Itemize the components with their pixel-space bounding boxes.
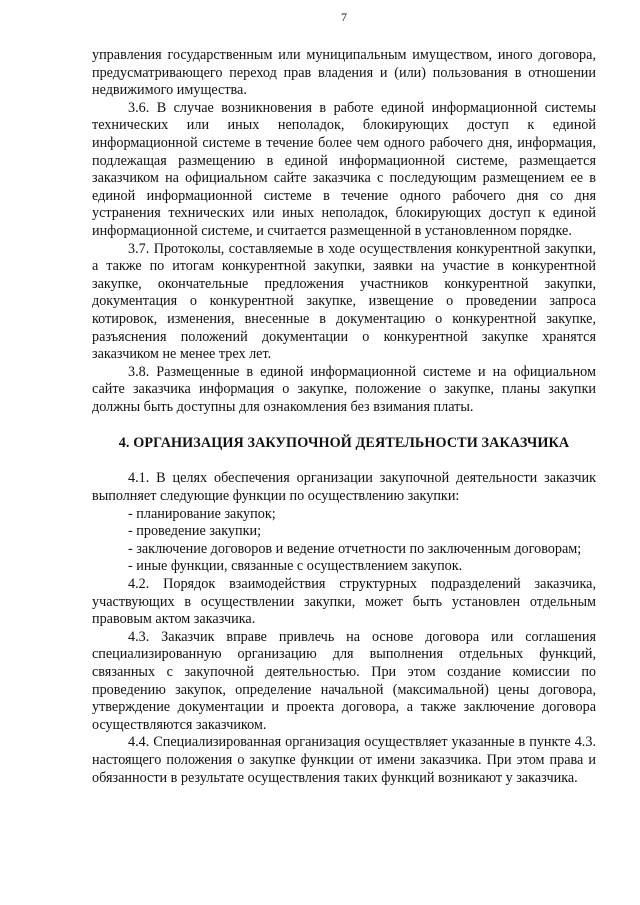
list-item: - проведение закупки; (128, 523, 262, 540)
paragraph-4-1: 4.1. В целях обеспечения организации закупочной деятельности заказчик выполняет следующие функции по осуществлению закупки: (92, 470, 596, 505)
paragraph-3-7: 3.7. Протоколы, составляемые в ходе осуществления конкурентной закупки, а также по итогам конкурентной закупки, заявки на участие в конкурентной закупке, окончательные предложения участников конкурентной закупки, документация о конкурентной закупке, извещение о проведении запроса котировок, изменения, внесенные в документацию о конкурентной закупке, разъяснения положений документации о конкурентной закупке хранятся заказчиком не менее трех лет. (92, 240, 596, 363)
paragraph-4-4: 4.4. Специализированная организация осуществляет указанные в пункте 4.3. настоящего положения о закупке функции от имени заказчика. При этом права и обязанности в результате осуществления таких функций возникают у заказчика. (92, 734, 596, 786)
paragraph-4-2: 4.2. Порядок взаимодействия структурных подразделений заказчика, участвующих в осуществлении закупки, может быть установлен отдельным правовым актом заказчика. (92, 576, 596, 628)
section-heading: 4. ОРГАНИЗАЦИЯ ЗАКУПОЧНОЙ ДЕЯТЕЛЬНОСТИ ЗАКАЗЧИКА (118, 435, 570, 452)
paragraph-4-3: 4.3. Заказчик вправе привлечь на основе договора или соглашения специализированную организацию для выполнения отдельных функций, связанных с закупочной деятельностью. При этом создание комиссии по проведению закупок, определение начальной (максимальной) цены договора, утверждение документации и проекта договора, а также заключение договора осуществляются заказчиком. (92, 628, 596, 733)
paragraph-3-8: 3.8. Размещенные в единой информационной системе и на официальном сайте заказчика информация о закупке, положение о закупке, планы закупки должны быть доступны для ознакомления без взимания платы. (92, 363, 596, 415)
document-page (92, 10, 596, 787)
page-number: 7 (341, 10, 347, 24)
list-item: - иные функции, связанные с осуществлением закупок. (128, 558, 463, 575)
list-item: - планирование закупок; (128, 505, 276, 522)
paragraph-continuation: управления государственным или муниципальным имуществом, иного договора, предусматривающего переход прав владения и (или) пользования в отношении недвижимого имущества. (92, 47, 596, 99)
paragraph-3-6: 3.6. В случае возникновения в работе единой информационной системы технических или иных неполадок, блокирующих доступ к единой информационной системе в течение более чем одного рабочего дня, информация, подлежащая размещению в единой информационной системе, размещается заказчиком на официальном сайте заказчика с последующим размещением ее в единой информационной системе в течение одного рабочего дня со дня устранения технических или иных неполадок, блокирующих доступ к единой информационной системе, и считается размещенной в установленном порядке. (92, 99, 596, 239)
function-list (92, 506, 596, 576)
list-item: - заключение договоров и ведение отчетности по заключенным договорам; (128, 540, 582, 557)
